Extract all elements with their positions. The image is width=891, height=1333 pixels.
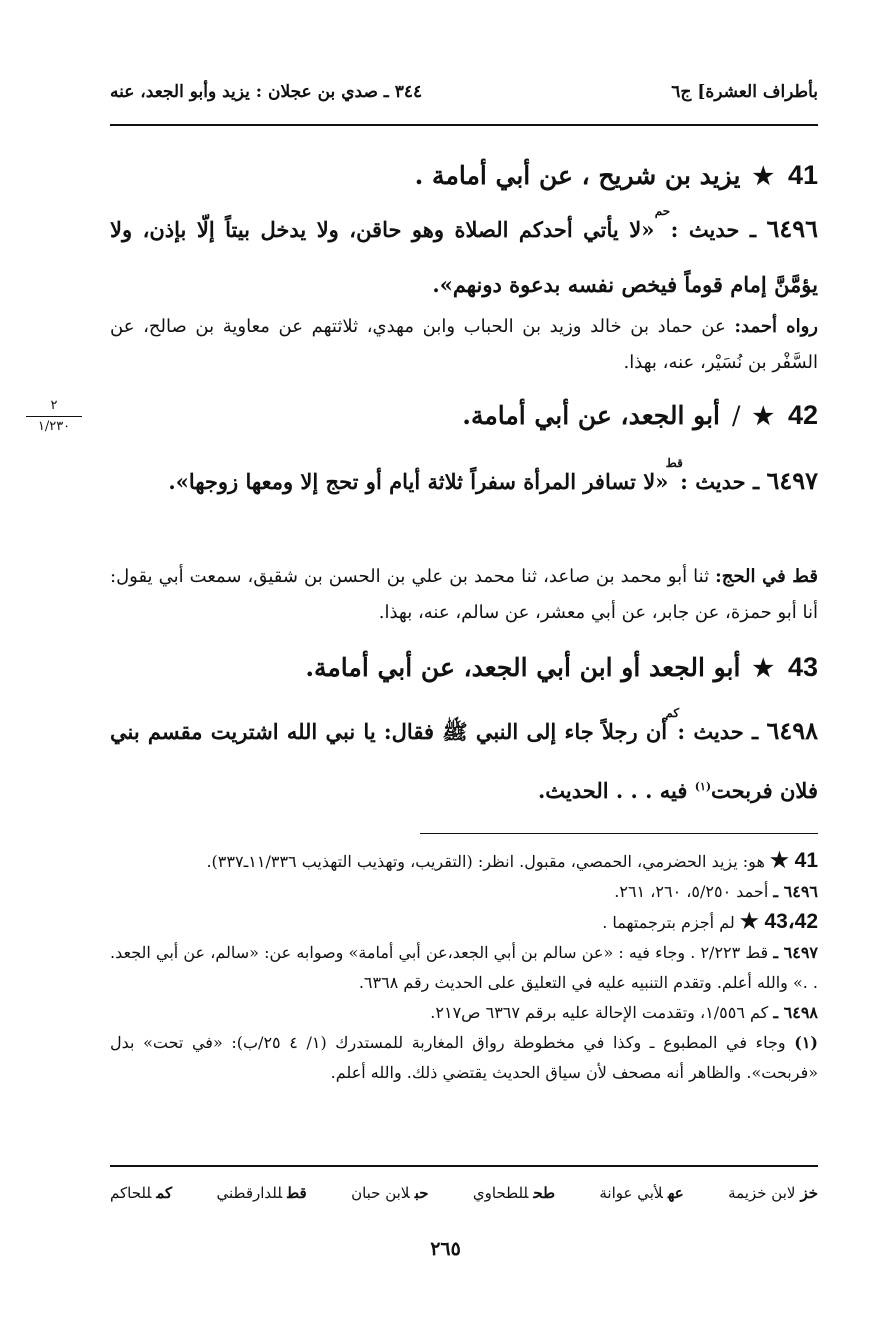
footnote-41 [110, 846, 818, 877]
hadith-text: أن رجلاً جاء إلى النبي ﷺ فقال: يا نبي الله اشتريت مقسم بني فلان فربحت [110, 719, 818, 803]
legend-name: لابن خزيمة [728, 1184, 796, 1202]
margin-reference-bottom: ١/٢٣٠ [37, 419, 71, 434]
section-number: 41 [787, 160, 818, 190]
legend-item [110, 1184, 172, 1202]
footnote-6497 [110, 938, 818, 998]
margin-reference-bar [26, 416, 82, 417]
abbreviation-legend [110, 1184, 818, 1202]
footnote-lead: 41 ★ [769, 849, 818, 872]
legend-name: للدارقطني [216, 1184, 283, 1202]
section-title: أبو الجعد أو ابن أبي الجعد، عن أبي أمامة. [305, 653, 741, 682]
section-heading-42 [110, 398, 818, 433]
footnote-lead: ٦٤٩٧ ـ [773, 943, 819, 962]
star-icon: ★ [752, 401, 774, 430]
running-header [110, 76, 818, 110]
hadith-6498 [110, 705, 818, 817]
header-rule [110, 124, 818, 126]
legend-code: قط [287, 1184, 307, 1202]
section-slash: / [732, 401, 741, 430]
hadith-6497 [110, 455, 818, 511]
header-chapter-title: ٣٤٤ ـ صدي بن عجلان : يزيد وأبو الجعد، عنه [110, 82, 423, 102]
source-mark: قط [665, 456, 683, 470]
footnote-separator [420, 833, 818, 834]
narration-label: قط في الحج: [715, 566, 818, 587]
star-icon: ★ [752, 161, 774, 190]
section-number: 42 [787, 400, 818, 430]
margin-reference [22, 398, 86, 435]
hadith-text: «لا يأتي أحدكم الصلاة وهو حاقن، ولا يدخل بيتاً إلّا بإذن، ولا يؤمَّنَّ إمام قوماً فيخص نفسه بدعوة دونهم». [110, 217, 818, 297]
legend-code: كم [156, 1184, 173, 1202]
legend-code: حب [414, 1184, 429, 1202]
hadith-intro: ـ حديث : [680, 469, 760, 494]
footnote-6496 [110, 877, 818, 907]
hadith-number: ٦٤٩٨ [766, 716, 819, 745]
legend-name: لابن حبان [351, 1184, 410, 1202]
legend-name: لأبي عوانة [599, 1184, 663, 1202]
hadith-text: «لا تسافر المرأة سفراً ثلاثة أيام أو تحج إلا ومعها زوجها». [168, 469, 669, 494]
header-book-title: بأطراف العشرة] ج٦ [671, 82, 818, 102]
footnote-lead: (١) [794, 1033, 818, 1052]
hadith-6496 [110, 203, 818, 311]
footnotes [110, 846, 818, 1088]
legend-name: للحاكم [110, 1184, 152, 1202]
footnote-text: قط ٢/٢٢٣ . وجاء فيه : «عن سالم بن أبي الجعد،عن أبي أمامة» وصوابه عن: «سالم، عن أبي الجعد. . .» والله أعلم. وتقدم التنبيه عليه في التعليق على الحديث رقم ٦٣٦٨. [110, 943, 818, 992]
page-number: ٢٦٥ [430, 1238, 461, 1260]
footnote-1 [110, 1028, 818, 1088]
margin-reference-top: ٢ [50, 398, 58, 413]
narration-text: عن حماد بن خالد وزيد بن الحباب وابن مهدي، ثلاثتهم عن معاوية بن صالح، عن السَّفْر بن نُسَيْر، عنه، بهذا. [110, 316, 818, 373]
legend-item [217, 1184, 307, 1202]
footnote-ref: (١) [694, 780, 712, 793]
hadith-number: ٦٤٩٧ [766, 466, 818, 495]
footnote-text: لم أجزم بترجمتهما . [602, 913, 735, 932]
legend-name: للطحاوي [472, 1184, 529, 1202]
footnote-lead: 43،42 ★ [739, 910, 818, 933]
legend-item [351, 1184, 429, 1202]
hadith-number: ٦٤٩٦ [766, 214, 819, 243]
narration-label: رواه أحمد: [734, 316, 818, 337]
footnote-lead: ٦٤٩٦ ـ [773, 882, 818, 901]
legend-code: طح [533, 1184, 556, 1202]
legend-item [473, 1184, 555, 1202]
hadith-intro: ـ حديث : [670, 217, 756, 242]
narration-text: ثنا أبو محمد بن صاعد، ثنا محمد بن علي بن الحسن بن شقيق، سمعت أبي يقول: أنا أبو حمزة، عن جابر، عن أبي معشر، عن سالم، عنه، بهذا. [110, 566, 818, 623]
source-mark: كم [665, 706, 680, 720]
section-number: 43 [787, 652, 818, 682]
footnote-text: كم ١/٥٥٦، وتقدمت الإحالة عليه برقم ٦٣٦٧ ص٢١٧. [430, 1003, 769, 1022]
narration-6497 [110, 559, 818, 631]
legend-code: خز [800, 1184, 818, 1202]
section-title: يزيد بن شريح ، عن أبي أمامة . [414, 161, 741, 190]
legend-rule [110, 1165, 818, 1167]
legend-item [599, 1184, 683, 1202]
legend-code: عه [667, 1184, 684, 1202]
footnote-text: هو: يزيد الحضرمي، الحمصي، مقبول. انظر: (التقريب، وتهذيب التهذيب ١١/٣٣٦ـ٣٣٧). [206, 852, 765, 871]
section-heading-41 [110, 158, 818, 193]
star-icon: ★ [752, 653, 774, 682]
hadith-intro: ـ حديث : [677, 719, 759, 744]
section-title: أبو الجعد، عن أبي أمامة. [462, 401, 720, 430]
section-heading-43 [110, 650, 818, 685]
footnote-lead: ٦٤٩٨ ـ [773, 1003, 818, 1022]
source-mark: حم [654, 204, 671, 218]
hadith-text-end: فيه . . . الحديث. [537, 778, 688, 803]
footnote-6498 [110, 998, 818, 1028]
footnote-text: أحمد ٥/٢٥٠، ٢٦٠، ٢٦١. [614, 882, 769, 901]
footnote-42-43 [110, 907, 818, 938]
narration-6496 [110, 309, 818, 381]
legend-item [728, 1184, 818, 1202]
footnote-text: وجاء في المطبوع ـ وكذا في مخطوطة رواق المغاربة للمستدرك (١/ ٤ ٢٥/ب): «في تحت» بدل «فربحت». والظاهر أنه مصحف لأن سياق الحديث يقتضي ذلك. والله أعلم. [110, 1033, 818, 1082]
